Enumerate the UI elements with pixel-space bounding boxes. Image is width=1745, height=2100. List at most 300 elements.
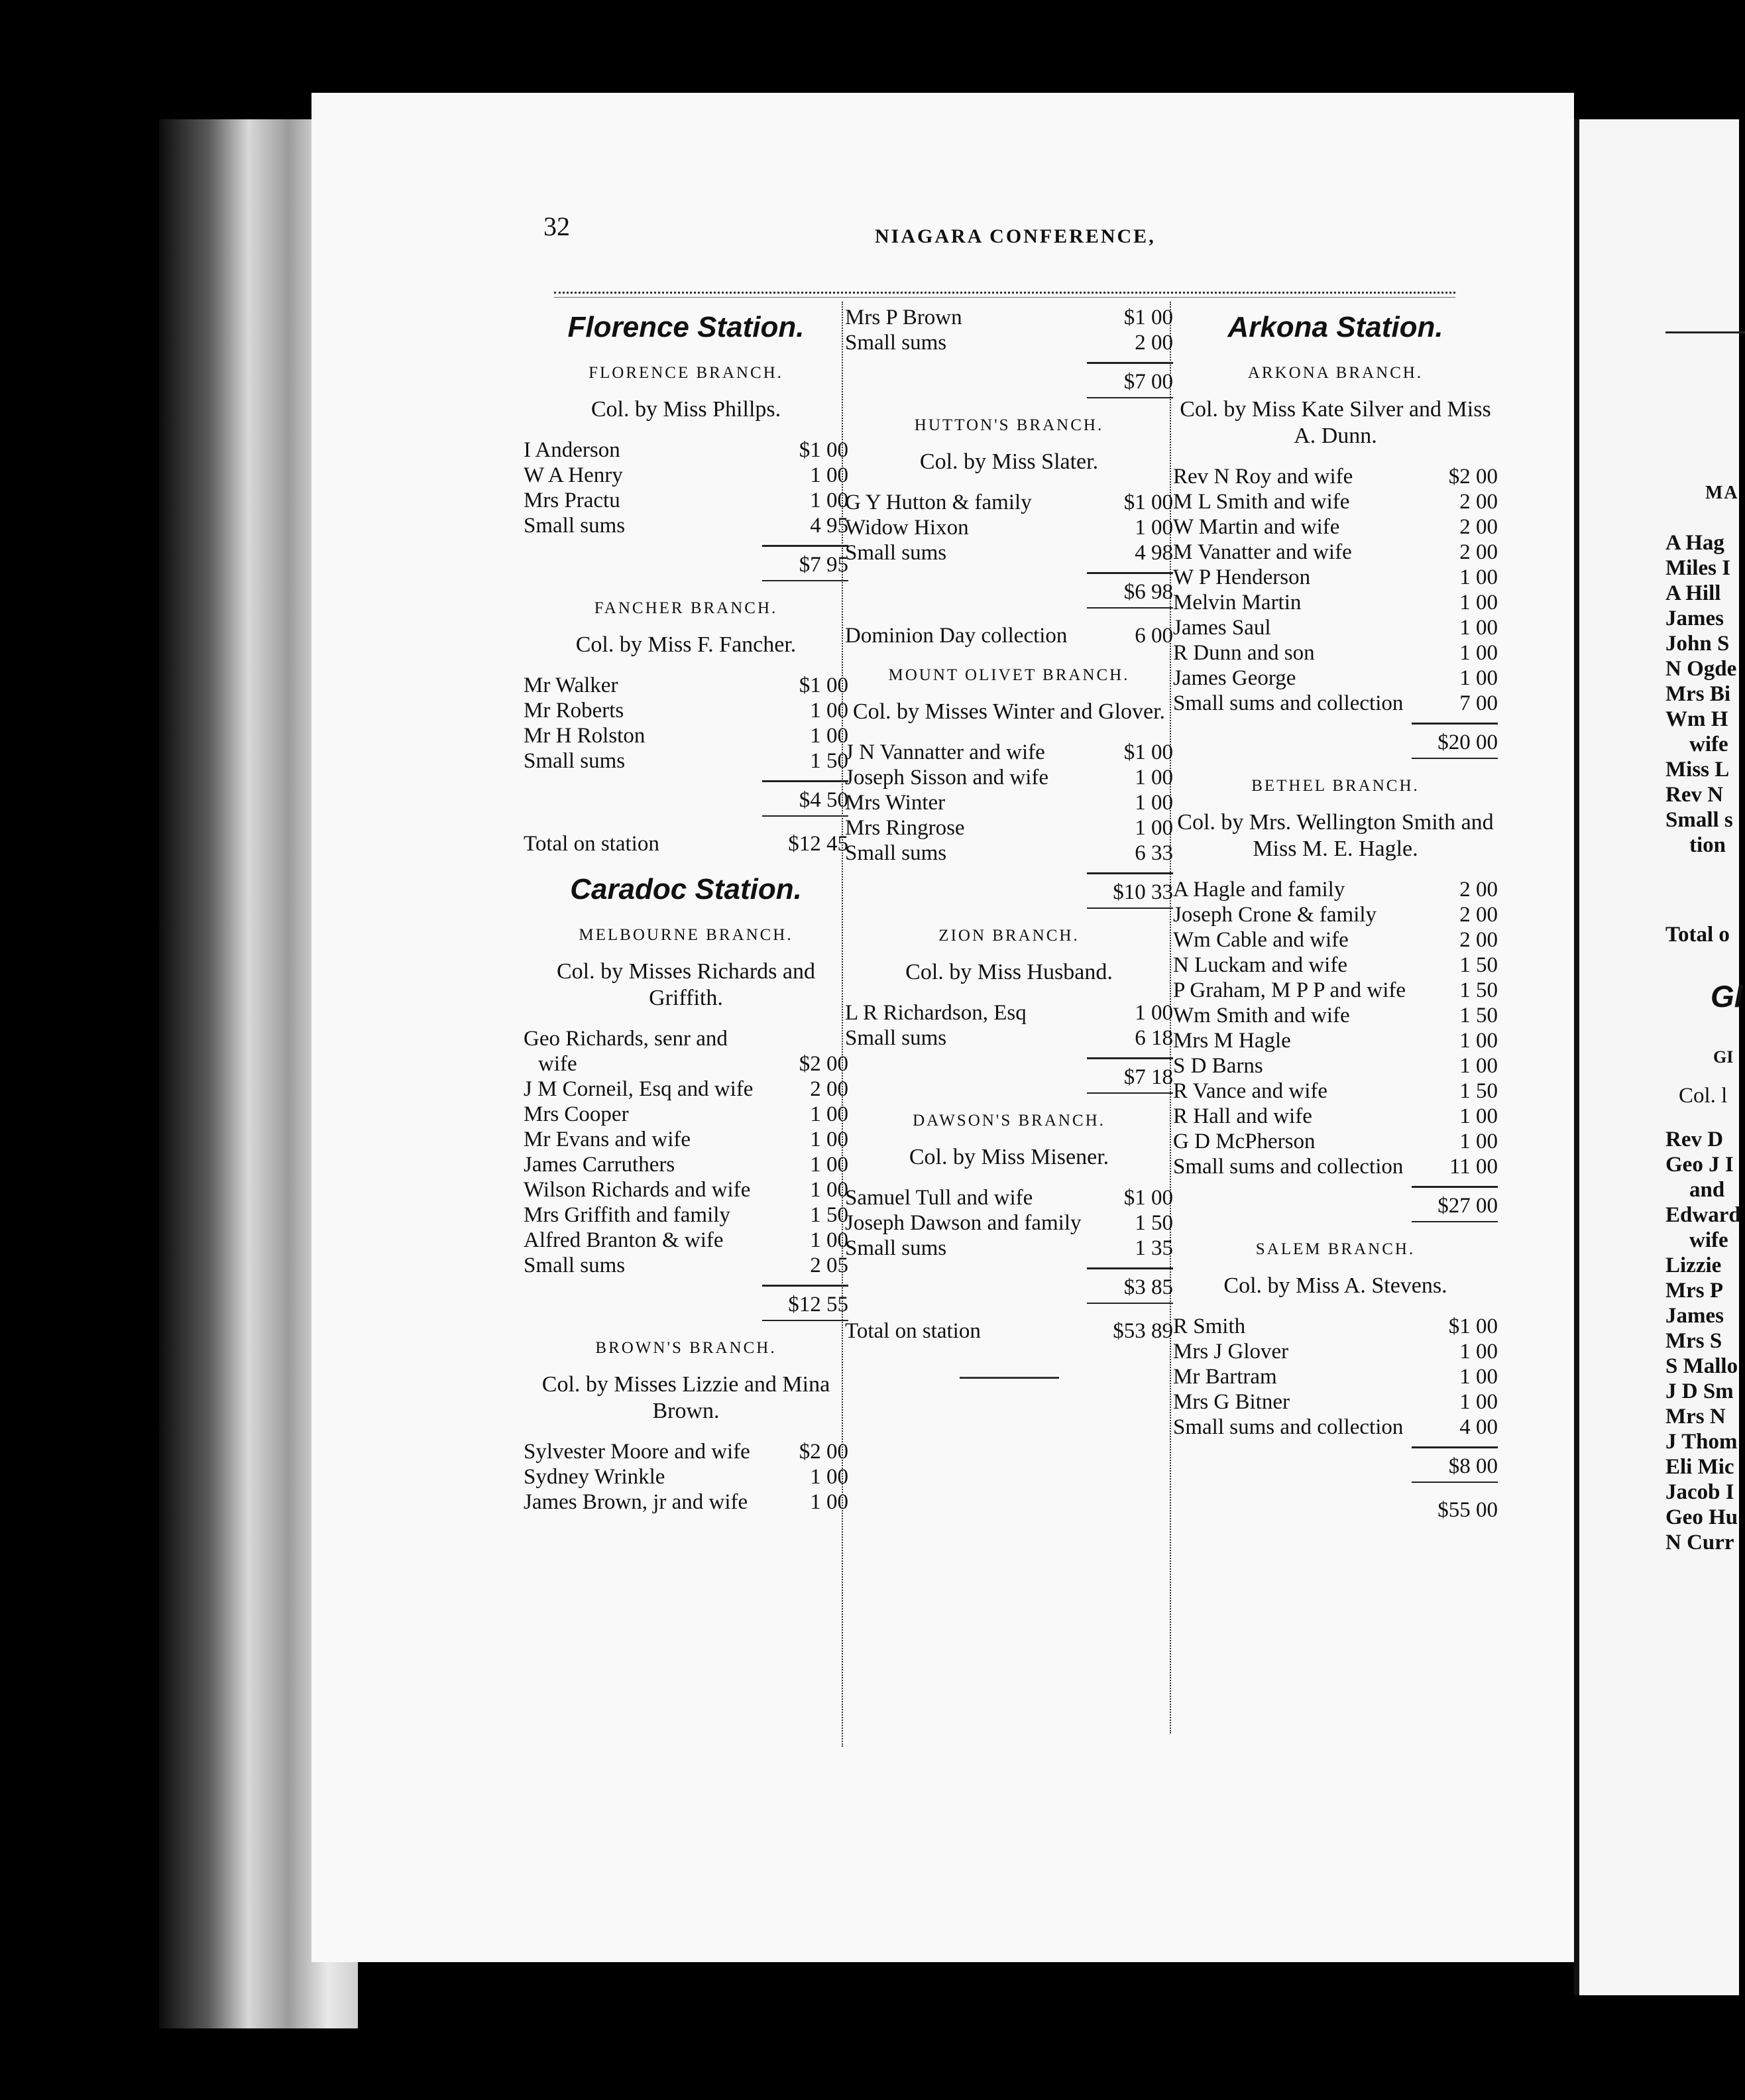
- header-rule-dotted: [554, 292, 1455, 294]
- entry-amount: 1 00: [810, 1153, 848, 1177]
- collector-huttons: Col. by Miss Slater.: [919, 449, 1099, 474]
- entry-list-melbourne: [524, 1026, 848, 1278]
- collector-salem: Col. by Miss A. Stevens.: [1223, 1273, 1447, 1298]
- branch-title-fancher: FANCHER BRANCH.: [594, 599, 778, 617]
- entry-name: J N Vannatter and wife: [845, 740, 1045, 764]
- branch-title-dawsons: DAWSON'S BRANCH.: [913, 1112, 1105, 1130]
- collector-florence: Col. by Miss Phillps.: [591, 397, 781, 422]
- entry-amount: $2 00: [1448, 465, 1498, 489]
- entry-list-browns: [524, 1439, 848, 1515]
- list-item: Lizzie: [1665, 1254, 1722, 1277]
- entry-name: Mrs Practu: [524, 489, 620, 512]
- subtotal-amount: $7 95: [762, 545, 848, 581]
- entry-list-zion: [845, 1000, 1173, 1051]
- list-item: N Curr: [1665, 1531, 1734, 1554]
- station-total-florence: [524, 831, 848, 856]
- list-item: James: [1665, 1304, 1724, 1328]
- subtotal-dawsons: [845, 1267, 1173, 1304]
- entry-name: G D McPherson: [1173, 1130, 1316, 1153]
- subtotal-amount: $7 18: [1087, 1057, 1173, 1094]
- list-item: [1173, 464, 1498, 489]
- list-item: [524, 1464, 848, 1489]
- running-title: NIAGARA CONFERENCE,: [875, 225, 1156, 247]
- entry-name: Sylvester Moore and wife: [524, 1440, 750, 1464]
- entry-amount: 1 00: [810, 1178, 848, 1202]
- list-item: Mrs S: [1665, 1329, 1722, 1353]
- entry-name: Joseph Dawson and family: [845, 1211, 1082, 1235]
- entry-name: M Vanatter and wife: [1173, 540, 1352, 564]
- entry-amount: 1 00: [1459, 1054, 1498, 1078]
- list-item: James: [1665, 607, 1724, 630]
- list-item: [524, 1152, 848, 1177]
- entry-name: Small sums: [845, 541, 947, 565]
- list-item: [845, 740, 1173, 765]
- entry-amount: 2 00: [1459, 928, 1498, 952]
- list-item: [524, 488, 848, 513]
- list-item: Geo Hu: [1665, 1505, 1738, 1529]
- list-item: [1173, 1079, 1498, 1104]
- list-item: [1173, 540, 1498, 565]
- list-item: [1173, 514, 1498, 540]
- entry-amount: 2 00: [1459, 903, 1498, 927]
- entry-amount: 2 00: [1459, 490, 1498, 514]
- entry-name: Mrs Griffith and family: [524, 1203, 730, 1227]
- list-item: [845, 515, 1173, 540]
- list-item: Mrs P: [1665, 1279, 1724, 1303]
- entry-list-dawsons: [845, 1185, 1173, 1261]
- facing-page-fragment: [1574, 119, 1743, 1995]
- entry-name: Samuel Tull and wife: [845, 1186, 1033, 1210]
- list-item: [524, 463, 848, 488]
- entry-amount: 1 00: [810, 724, 848, 748]
- column-2: [845, 305, 1173, 1379]
- list-item: [1173, 666, 1498, 691]
- entry-amount: 2 00: [810, 1077, 848, 1101]
- entry-amount: 7 00: [1459, 691, 1498, 715]
- list-item: tion: [1689, 833, 1726, 857]
- entry-amount: 2 05: [810, 1254, 848, 1277]
- entry-amount: 4 95: [810, 514, 848, 538]
- entry-amount: 1 00: [1459, 616, 1498, 640]
- entry-name: L R Richardson, Esq: [845, 1001, 1027, 1025]
- entry-amount: 2 00: [1135, 331, 1173, 355]
- entry-name: Mrs Cooper: [524, 1102, 629, 1126]
- entry-amount: 1 35: [1135, 1236, 1173, 1260]
- list-item: [845, 1210, 1173, 1236]
- entry-amount: 6 18: [1135, 1026, 1173, 1050]
- list-item: [845, 841, 1173, 866]
- list-item: A Hill: [1665, 581, 1721, 605]
- entry-name: W Martin and wife: [1173, 515, 1340, 539]
- collector-mount-olivet: Col. by Misses Winter and Glover.: [852, 699, 1166, 724]
- list-item: [1173, 691, 1498, 716]
- subtotal-amount: $12 55: [762, 1285, 848, 1321]
- entry-amount: 2 00: [1459, 878, 1498, 902]
- entry-amount: 1 00: [1459, 1104, 1498, 1128]
- list-item: Geo J I: [1665, 1153, 1734, 1177]
- branch-title-melbourne: MELBOURNE BRANCH.: [579, 926, 793, 944]
- facing-page-rule: [1665, 331, 1745, 333]
- list-item: Edward: [1665, 1203, 1741, 1227]
- list-item: Wm H: [1665, 707, 1728, 731]
- subtotal-amount: $27 00: [1412, 1186, 1498, 1222]
- facing-name-list-2: [1665, 1127, 1741, 1555]
- entry-amount: 6 00: [1135, 624, 1173, 648]
- entry-name: Small sums and collection: [1173, 1415, 1404, 1439]
- entry-amount: 11 00: [1449, 1155, 1498, 1179]
- entry-name: R Smith: [1173, 1314, 1246, 1338]
- column-3: [1173, 305, 1498, 1523]
- list-item: [845, 623, 1173, 648]
- list-item: [524, 1439, 848, 1464]
- page-number: 32: [543, 211, 570, 241]
- list-item: wife: [1689, 732, 1728, 756]
- entry-name: A Hagle and family: [1173, 878, 1345, 902]
- list-item: [524, 513, 848, 538]
- list-item: [1173, 1154, 1498, 1179]
- entry-name: Mrs J Glover: [1173, 1340, 1289, 1364]
- subtotal-amount: $7 00: [1087, 362, 1173, 398]
- entry-name: Mr Evans and wife: [524, 1128, 691, 1151]
- list-item: Small s: [1665, 808, 1733, 832]
- entry-amount: 4 98: [1135, 541, 1173, 565]
- collector-melbourne: Col. by Misses Richards and Griffith.: [556, 959, 816, 1010]
- end-rule: [960, 1377, 1059, 1379]
- entry-name: Wm Cable and wife: [1173, 928, 1349, 952]
- entry-name: Mr Bartram: [1173, 1365, 1277, 1389]
- entry-list-bethel: [1173, 877, 1498, 1179]
- entry-name: M L Smith and wife: [1173, 490, 1350, 514]
- list-item: [524, 1102, 848, 1127]
- entry-list-mount-olivet: [845, 740, 1173, 866]
- entry-amount: 1 00: [810, 463, 848, 487]
- entry-amount: 1 00: [1459, 1340, 1498, 1364]
- entry-list-arkona: [1173, 464, 1498, 716]
- entry-name: Joseph Crone & family: [1173, 903, 1377, 927]
- entry-list-fancher: [524, 673, 848, 774]
- entry-name: Small sums: [524, 749, 626, 773]
- entry-amount: 2 00: [1459, 540, 1498, 564]
- list-item: J D Sm: [1665, 1379, 1734, 1403]
- entry-name: Wilson Richards and wife: [524, 1178, 751, 1202]
- list-item: [524, 1202, 848, 1228]
- entry-name: Joseph Sisson and wife: [845, 766, 1049, 789]
- list-item: [1173, 877, 1498, 902]
- list-item: [1173, 1129, 1498, 1154]
- list-item: [524, 1253, 848, 1278]
- list-item: [1173, 953, 1498, 978]
- subtotal-amount: $20 00: [1412, 723, 1498, 759]
- collector-browns: Col. by Misses Lizzie and Mina Brown.: [541, 1372, 830, 1423]
- entry-amount: 4 00: [1459, 1415, 1498, 1439]
- list-item: and: [1689, 1178, 1725, 1202]
- list-item: Eli Mic: [1665, 1455, 1734, 1479]
- facing-collector: Col. l: [1679, 1084, 1728, 1108]
- entry-amount: $1 00: [1448, 1314, 1498, 1338]
- entry-amount: 1 00: [810, 489, 848, 512]
- entry-name: Geo Richards, senr and wife: [524, 1027, 728, 1076]
- subtotal-mount-olivet: [845, 872, 1173, 909]
- branch-title-browns: BROWN'S BRANCH.: [595, 1339, 777, 1357]
- list-item: John S: [1665, 632, 1730, 656]
- list-item: [524, 1228, 848, 1253]
- list-item: Jacob I: [1665, 1480, 1734, 1504]
- entry-amount: 1 00: [810, 1465, 848, 1489]
- collector-bethel: Col. by Mrs. Wellington Smith and Miss M. E. Hagle.: [1177, 810, 1494, 861]
- list-item: Miss L: [1665, 758, 1730, 782]
- branch-title-arkona: ARKONA BRANCH.: [1247, 364, 1424, 382]
- branch-title-bethel: BETHEL BRANCH.: [1251, 777, 1420, 795]
- entry-name: Alfred Branton & wife: [524, 1228, 724, 1252]
- entry-name: Melvin Martin: [1173, 591, 1302, 614]
- entry-list-florence: [524, 438, 848, 538]
- list-item: [1173, 927, 1498, 953]
- entry-amount: $1 00: [1123, 740, 1173, 764]
- list-item: [524, 438, 848, 463]
- entry-amount: 1 00: [1459, 1365, 1498, 1389]
- subtotal-melbourne: [524, 1285, 848, 1321]
- branch-title-florence: FLORENCE BRANCH.: [589, 364, 783, 382]
- list-item: [845, 540, 1173, 565]
- station-total-caradoc: [845, 1318, 1173, 1344]
- column-1: [524, 305, 848, 1515]
- entry-amount: 1 00: [810, 699, 848, 723]
- entry-amount: 1 00: [810, 1228, 848, 1252]
- list-item: Rev N: [1665, 783, 1724, 807]
- entry-name: J M Corneil, Esq and wife: [524, 1077, 754, 1101]
- entry-name: James Brown, jr and wife: [524, 1490, 748, 1514]
- list-item: [1173, 1028, 1498, 1053]
- collector-arkona: Col. by Miss Kate Silver and Miss A. Dunn.: [1180, 397, 1491, 448]
- entry-name: Mr Roberts: [524, 699, 624, 723]
- total-label: Total on station: [845, 1319, 981, 1343]
- list-item: [524, 1127, 848, 1152]
- list-item: [1173, 902, 1498, 927]
- entry-amount: 1 00: [1459, 1029, 1498, 1053]
- entry-amount: 2 00: [1459, 515, 1498, 539]
- entry-name: Small sums: [845, 841, 947, 865]
- entry-amount: 1 50: [1135, 1211, 1173, 1235]
- entry-name: W P Henderson: [1173, 565, 1311, 589]
- entry-name: Small sums: [845, 1236, 947, 1260]
- list-item: Miles I: [1665, 556, 1731, 580]
- subtotal-amount: $6 98: [1087, 572, 1173, 609]
- entry-name: S D Barns: [1173, 1054, 1263, 1078]
- entry-name: R Hall and wife: [1173, 1104, 1312, 1128]
- entry-name: Small sums: [845, 1026, 947, 1050]
- list-item: Mrs N: [1665, 1405, 1726, 1429]
- list-item: [1173, 640, 1498, 666]
- entry-amount: 1 50: [1459, 953, 1498, 977]
- total-label: Total on station: [524, 832, 659, 856]
- collector-dawsons: Col. by Miss Misener.: [909, 1145, 1109, 1169]
- list-item: [845, 765, 1173, 790]
- entry-name: Mrs P Brown: [845, 306, 962, 329]
- entry-list-salem: [1173, 1314, 1498, 1440]
- list-item: wife: [1689, 1228, 1728, 1252]
- list-item: N Ogde: [1665, 657, 1737, 681]
- subtotal-amount: $3 85: [1087, 1267, 1173, 1304]
- subtotal-amount: $8 00: [1412, 1446, 1498, 1483]
- entry-name: W A Henry: [524, 463, 623, 487]
- total-amount: $55 00: [1437, 1498, 1498, 1522]
- list-item: [524, 748, 848, 774]
- entry-amount: $1 00: [1123, 491, 1173, 514]
- facing-total-label: Total o: [1665, 923, 1730, 947]
- list-item: [845, 330, 1173, 355]
- list-item: [845, 305, 1173, 330]
- list-item: J Thom: [1665, 1430, 1738, 1454]
- subtotal-amount: $4 50: [762, 780, 848, 817]
- subtotal-fancher: [524, 780, 848, 817]
- list-item: [1173, 489, 1498, 514]
- list-item: [1173, 1053, 1498, 1079]
- entry-amount: $2 00: [799, 1052, 848, 1076]
- entry-amount: 1 00: [1135, 791, 1173, 815]
- entry-amount: 1 00: [810, 1102, 848, 1126]
- entry-name: N Luckam and wife: [1173, 953, 1347, 977]
- entry-name: Small sums and collection: [1173, 691, 1404, 715]
- entry-name: P Graham, M P P and wife: [1173, 978, 1406, 1002]
- entry-list-browns-continued: [845, 305, 1173, 355]
- entry-name: Mr H Rolston: [524, 724, 646, 748]
- branch-title-mount-olivet: MOUNT OLIVET BRANCH.: [888, 666, 1130, 684]
- header-rule: [554, 297, 1455, 298]
- station-total-arkona: [1173, 1497, 1498, 1523]
- entry-list-huttons: [845, 490, 1173, 565]
- entry-amount: 6 33: [1135, 841, 1173, 865]
- entry-amount: 1 00: [810, 1128, 848, 1151]
- list-item: [1173, 978, 1498, 1003]
- entry-name: Mrs Ringrose: [845, 816, 965, 840]
- entry-amount: 1 00: [1459, 641, 1498, 665]
- list-item: [1173, 1003, 1498, 1028]
- entry-name: Wm Smith and wife: [1173, 1004, 1350, 1027]
- subtotal-bethel: [1173, 1186, 1498, 1222]
- branch-title-salem: SALEM BRANCH.: [1255, 1240, 1416, 1258]
- collector-zion: Col. by Miss Husband.: [905, 960, 1113, 984]
- entry-amount: 1 00: [1459, 1390, 1498, 1414]
- subtotal-zion: [845, 1057, 1173, 1094]
- list-item: [1173, 565, 1498, 590]
- entry-name: James Carruthers: [524, 1153, 675, 1177]
- entry-name: Widow Hixon: [845, 516, 969, 540]
- total-amount: $12 45: [788, 832, 848, 856]
- list-item: [845, 790, 1173, 815]
- facing-branch-title: MA: [1705, 483, 1739, 503]
- list-item: [1173, 1339, 1498, 1364]
- entry-name: Mr Walker: [524, 673, 618, 697]
- entry-name: Small sums and collection: [1173, 1155, 1404, 1179]
- subtotal-arkona: [1173, 723, 1498, 759]
- list-item: [845, 1025, 1173, 1051]
- entry-name: R Dunn and son: [1173, 641, 1315, 665]
- entry-amount: 1 00: [1459, 591, 1498, 614]
- list-item: [524, 698, 848, 723]
- list-item: Mrs Bi: [1665, 682, 1731, 706]
- entry-amount: 1 50: [1459, 978, 1498, 1002]
- entry-amount: 1 00: [1135, 516, 1173, 540]
- list-item: A Hag: [1665, 531, 1724, 555]
- list-item: [1173, 590, 1498, 615]
- entry-amount: 1 00: [1135, 1001, 1173, 1025]
- subtotal-florence: [524, 545, 848, 581]
- list-item: [845, 815, 1173, 841]
- list-item: [524, 1077, 848, 1102]
- entry-name: Sydney Wrinkle: [524, 1465, 665, 1489]
- entry-amount: $2 00: [799, 1440, 848, 1464]
- list-item: [1173, 615, 1498, 640]
- entry-name: Mrs Winter: [845, 791, 946, 815]
- entry-name: R Vance and wife: [1173, 1079, 1328, 1103]
- entry-name: Small sums: [845, 331, 947, 355]
- station-title-arkona: Arkona Station.: [1227, 311, 1443, 343]
- list-item: [845, 1000, 1173, 1025]
- subtotal-huttons: [845, 572, 1173, 609]
- facing-branch-title-2: GI: [1713, 1047, 1734, 1067]
- entry-amount: 1 50: [1459, 1079, 1498, 1103]
- entry-amount: 1 00: [1459, 666, 1498, 690]
- entry-name: Rev N Roy and wife: [1173, 465, 1353, 489]
- entry-name: James George: [1173, 666, 1296, 690]
- list-item: Rev D: [1665, 1128, 1724, 1151]
- list-item: [524, 1177, 848, 1202]
- list-item: [524, 1026, 848, 1077]
- entry-amount: $1 00: [1123, 1186, 1173, 1210]
- facing-name-list: [1665, 530, 1736, 858]
- subtotal-amount: $10 33: [1087, 872, 1173, 909]
- entry-amount: 1 00: [1459, 1130, 1498, 1153]
- entry-name: Small sums: [524, 514, 626, 538]
- list-item: [524, 723, 848, 748]
- entry-name: Dominion Day collection: [845, 624, 1068, 648]
- branch-title-huttons: HUTTON'S BRANCH.: [914, 416, 1104, 434]
- list-item: [524, 1489, 848, 1515]
- station-title-caradoc: Caradoc Station.: [570, 873, 802, 905]
- list-item: [1173, 1415, 1498, 1440]
- collector-fancher: Col. by Miss F. Fancher.: [575, 632, 797, 657]
- branch-title-zion: ZION BRANCH.: [938, 927, 1080, 945]
- list-item: [1173, 1104, 1498, 1129]
- entry-name: Small sums: [524, 1254, 626, 1277]
- list-item: [845, 1236, 1173, 1261]
- list-item: [845, 1185, 1173, 1210]
- entry-amount: 1 00: [1135, 766, 1173, 789]
- entry-name: James Saul: [1173, 616, 1271, 640]
- entry-amount: 1 00: [1459, 565, 1498, 589]
- entry-name: Mrs M Hagle: [1173, 1029, 1291, 1053]
- entry-name: Mrs G Bitner: [1173, 1390, 1290, 1414]
- station-title-florence: Florence Station.: [567, 311, 805, 343]
- list-item: [1173, 1389, 1498, 1415]
- entry-amount: $1 00: [799, 673, 848, 697]
- list-item: S Mallo: [1665, 1354, 1738, 1378]
- entry-amount: $1 00: [1123, 306, 1173, 329]
- list-item: [1173, 1314, 1498, 1339]
- entry-amount: $1 00: [799, 438, 848, 462]
- subtotal-salem: [1173, 1446, 1498, 1483]
- entry-amount: 1 50: [810, 749, 848, 773]
- subtotal-browns: [845, 362, 1173, 398]
- entry-name: G Y Hutton & family: [845, 491, 1032, 514]
- total-amount: $53 89: [1113, 1319, 1173, 1343]
- entry-amount: 1 50: [810, 1203, 848, 1227]
- list-item: [524, 673, 848, 698]
- entry-amount: 1 00: [1135, 816, 1173, 840]
- list-item: [845, 490, 1173, 515]
- entry-amount: 1 00: [810, 1490, 848, 1514]
- list-item: [1173, 1364, 1498, 1389]
